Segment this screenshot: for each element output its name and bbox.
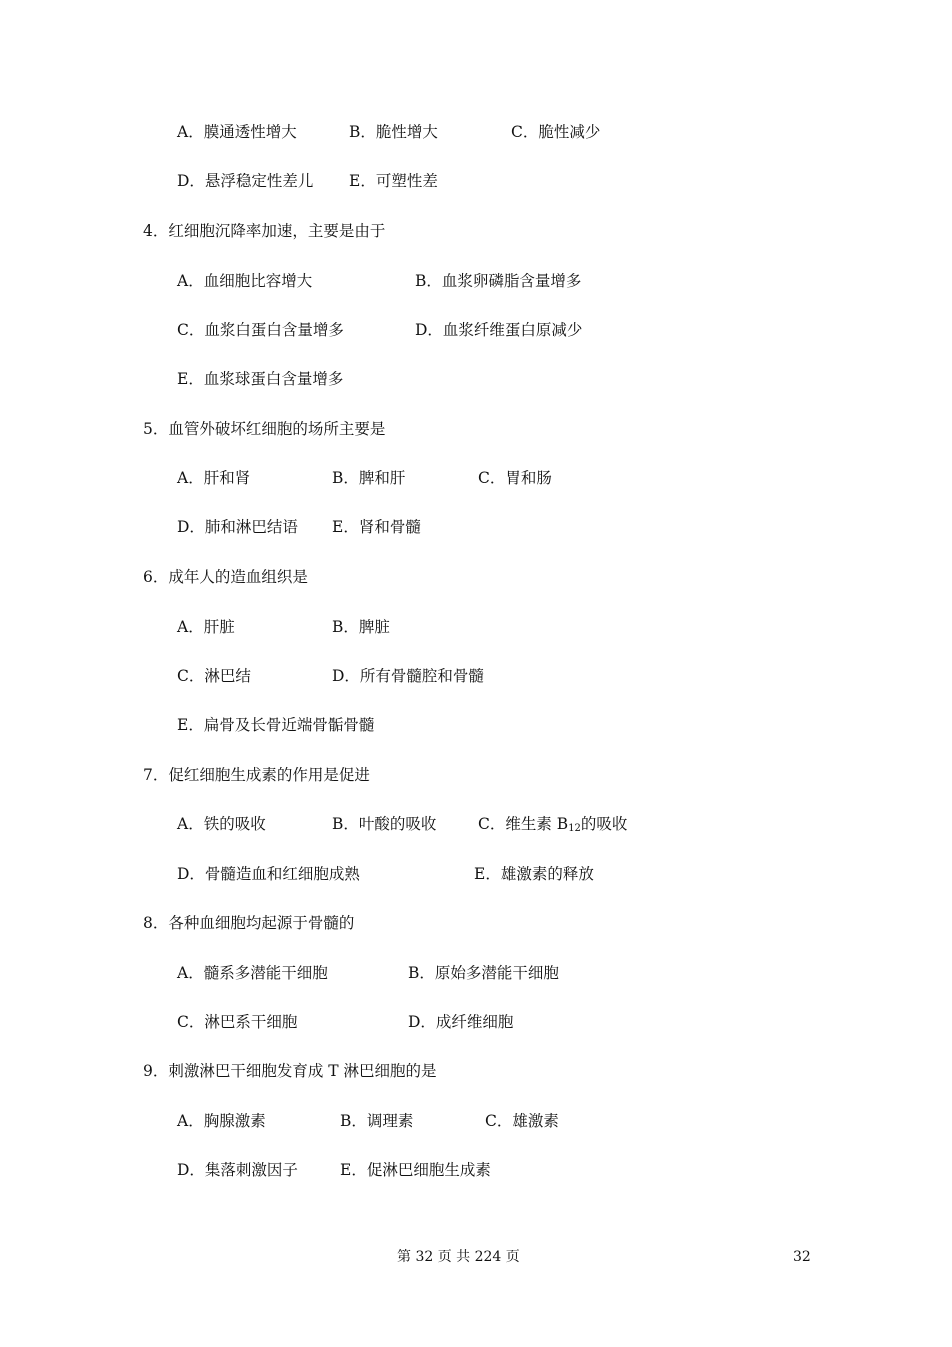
q4-stem: 4．红细胞沉降率加速，主要是由于 bbox=[143, 222, 386, 240]
q3-options-row-2 bbox=[0, 174, 952, 194]
q9-option-a: A．胸腺激素 bbox=[177, 1112, 266, 1130]
q8-stem: 8．各种血细胞均起源于骨髓的 bbox=[143, 914, 355, 932]
q8-option-a: A．髓系多潜能干细胞 bbox=[177, 964, 328, 982]
q5-option-e: E．肾和骨髓 bbox=[332, 518, 421, 536]
q6-stem: 6．成年人的造血组织是 bbox=[143, 568, 308, 586]
q5-option-a: A．肝和肾 bbox=[177, 469, 251, 487]
q7-option-b: B．叶酸的吸收 bbox=[332, 815, 437, 833]
q9-option-d: D．集落刺激因子 bbox=[177, 1161, 298, 1179]
q6-options-row-3 bbox=[0, 718, 952, 738]
q8-option-c: C．淋巴系干细胞 bbox=[177, 1013, 298, 1031]
q7-options-row-1 bbox=[0, 817, 952, 837]
q4-option-b: B．血浆卵磷脂含量增多 bbox=[415, 272, 582, 290]
q6-option-a: A．肝脏 bbox=[177, 618, 235, 636]
q8-options-row-2 bbox=[0, 1015, 952, 1035]
q3-option-c: C．脆性减少 bbox=[511, 123, 601, 141]
q3-option-d: D．悬浮稳定性差儿 bbox=[177, 172, 314, 190]
q3-option-b: B．脆性增大 bbox=[349, 123, 438, 141]
page-footer-label: 第 32 页 共 224 页 bbox=[397, 1249, 520, 1265]
q6-option-c: C．淋巴结 bbox=[177, 667, 251, 685]
q4-options-row-2 bbox=[0, 323, 952, 343]
q7-stem: 7．促红细胞生成素的作用是促进 bbox=[143, 766, 370, 784]
q6-options-row-2 bbox=[0, 669, 952, 689]
q5-option-b: B．脾和肝 bbox=[332, 469, 406, 487]
q3-option-e: E．可塑性差 bbox=[349, 172, 438, 190]
q3-option-a: A．膜通透性增大 bbox=[177, 123, 297, 141]
q9-option-c: C．雄激素 bbox=[485, 1112, 559, 1130]
q4-option-a: A．血细胞比容增大 bbox=[177, 272, 313, 290]
q8-option-b: B．原始多潜能干细胞 bbox=[408, 964, 559, 982]
page-number: 32 bbox=[793, 1249, 811, 1265]
q6-option-e: E．扁骨及长骨近端骨骺骨髓 bbox=[177, 716, 375, 734]
q8-option-d: D．成纤维细胞 bbox=[408, 1013, 514, 1031]
q4-options-row-3 bbox=[0, 372, 952, 392]
q6-option-d: D．所有骨髓腔和骨髓 bbox=[332, 667, 484, 685]
q7-option-e: E．雄激素的释放 bbox=[474, 865, 594, 883]
q5-options-row-2 bbox=[0, 520, 952, 540]
q7-option-c-text: C．维生素 B bbox=[478, 815, 569, 833]
q7-options-row-2 bbox=[0, 867, 952, 887]
q3-options-row-1 bbox=[0, 125, 952, 145]
q9-option-e: E．促淋巴细胞生成素 bbox=[340, 1161, 491, 1179]
q5-stem: 5．血管外破坏红细胞的场所主要是 bbox=[143, 420, 386, 438]
q7-option-c bbox=[478, 817, 627, 834]
q5-options-row-1 bbox=[0, 471, 952, 491]
q7-option-a: A．铁的吸收 bbox=[177, 815, 266, 833]
q9-option-b: B．调理素 bbox=[340, 1112, 414, 1130]
q4-options-row-1 bbox=[0, 274, 952, 294]
q9-stem: 9．刺激淋巴干细胞发育成 T 淋巴细胞的是 bbox=[143, 1062, 437, 1080]
q6-options-row-1 bbox=[0, 620, 952, 640]
q7-option-d: D．骨髓造血和红细胞成熟 bbox=[177, 865, 360, 883]
q4-option-e: E．血浆球蛋白含量增多 bbox=[177, 370, 344, 388]
q7-option-c-subscript: 12 bbox=[568, 823, 581, 834]
q9-options-row-2 bbox=[0, 1163, 952, 1183]
q5-option-c: C．胃和肠 bbox=[478, 469, 552, 487]
q5-option-d: D．肺和淋巴结语 bbox=[177, 518, 298, 536]
q9-options-row-1 bbox=[0, 1114, 952, 1134]
q4-option-d: D．血浆纤维蛋白原减少 bbox=[415, 321, 583, 339]
q7-option-c-suffix: 的吸收 bbox=[580, 815, 628, 833]
q4-option-c: C．血浆白蛋白含量增多 bbox=[177, 321, 344, 339]
q6-option-b: B．脾脏 bbox=[332, 618, 390, 636]
q8-options-row-1 bbox=[0, 966, 952, 986]
